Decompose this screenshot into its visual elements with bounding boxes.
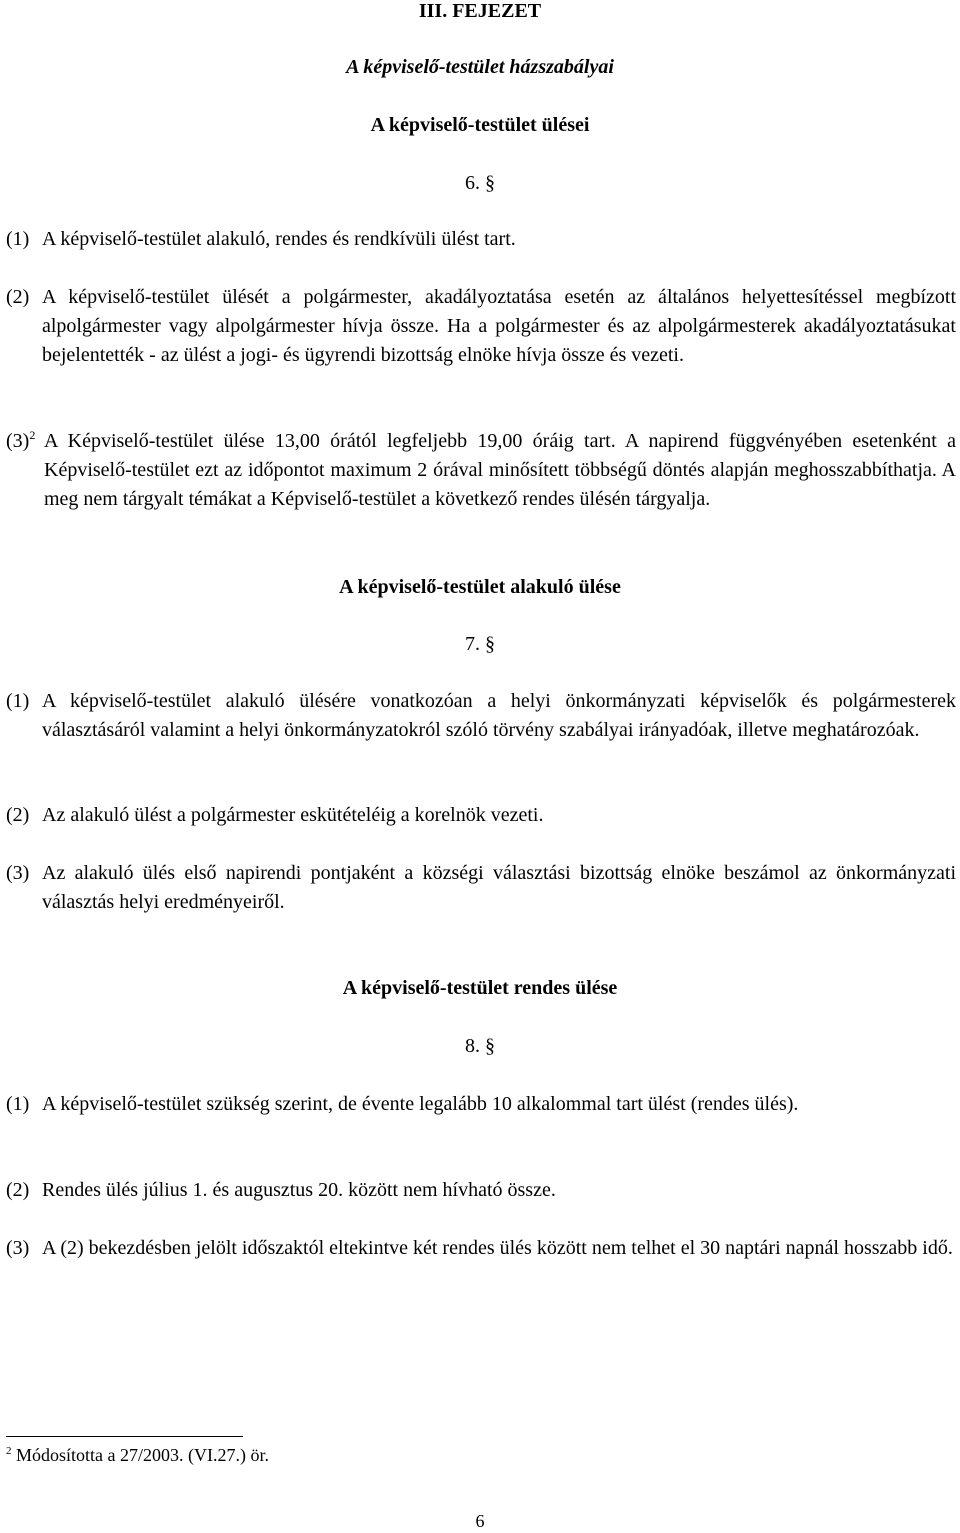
- footnote-ref: 2: [29, 428, 36, 442]
- item-number-value: (3): [6, 430, 30, 452]
- item-text: A képviselő-testület ülését a polgármester, akadályoztatása esetén az általános helyettesítéssel megbízott alpolgármester vagy alpolgármester hívja össze. Ha a polgármester és az alpolgármesterek akadályoztatásukat bejelentették - az ülést a jogi- és ügyrendi bizottság elnöke hívja össze és vezeti.: [42, 286, 956, 366]
- section-sign: §: [485, 633, 495, 655]
- footnote-divider: [6, 1436, 243, 1437]
- paragraph-number: [0, 630, 960, 659]
- page-number: 6: [475, 1511, 485, 1531]
- footnote-text: Módosította a 27/2003. (VI.27.) ör.: [16, 1445, 269, 1465]
- list-item: [6, 1176, 956, 1205]
- list-item: [6, 1234, 956, 1263]
- item-text: Az alakuló ülés első napirendi pontjaként a községi választási bizottság elnöke beszámol az önkormányzati választás helyi eredményeiről.: [42, 862, 956, 913]
- list-item: [6, 427, 956, 514]
- item-text: A képviselő-testület szükség szerint, de évente legalább 10 alkalommal tart ülést (rendes ülés).: [42, 1093, 799, 1115]
- footnote-mark: 2: [6, 1445, 12, 1457]
- item-number: (2): [6, 1179, 30, 1201]
- section-heading: A képviselő-testület rendes ülése: [342, 977, 618, 999]
- item-number: [6, 427, 44, 514]
- section-sign: §: [485, 172, 495, 194]
- item-text: Rendes ülés július 1. és augusztus 20. között nem hívható össze.: [42, 1179, 556, 1201]
- paragraph-number-value: 6.: [465, 172, 480, 194]
- list-item: [6, 859, 956, 917]
- item-text: A képviselő-testület alakuló, rendes és rendkívüli ülést tart.: [42, 228, 516, 250]
- chapter-subtitle: A képviselő-testület házszabályai: [346, 56, 614, 78]
- item-text: A Képviselő-testület ülése 13,00 órától legfeljebb 19,00 óráig tart. A napirend függvényében esetenként a Képviselő-testület ezt az időpontot maximum 2 órával minősített többségű döntés alapján meghosszabbíthatja. A meg nem tárgyalt témákat a Képviselő-testület a következő rendes ülésén tárgyalja.: [44, 430, 956, 510]
- paragraph-number-value: 7.: [465, 633, 480, 655]
- list-item: [6, 283, 956, 370]
- section-heading: A képviselő-testület ülései: [370, 114, 590, 136]
- item-number: (1): [6, 228, 30, 250]
- paragraph-number: [0, 169, 960, 198]
- item-number: (1): [6, 1093, 30, 1115]
- list-item: [6, 1090, 956, 1119]
- section-heading: A képviselő-testület alakuló ülése: [339, 576, 621, 598]
- item-text: Az alakuló ülést a polgármester eskütételéig a korelnök vezeti.: [42, 804, 544, 826]
- footnote: [6, 1443, 269, 1467]
- item-number: (3): [6, 862, 30, 884]
- paragraph-number: [0, 1032, 960, 1061]
- item-number: (2): [6, 804, 30, 826]
- item-text: A (2) bekezdésben jelölt időszaktól eltekintve két rendes ülés között nem telhet el 30 naptári napnál hosszabb idő.: [42, 1237, 953, 1259]
- list-item: [6, 801, 956, 830]
- item-number: (3): [6, 1237, 30, 1259]
- chapter-title: III. FEJEZET: [418, 0, 542, 22]
- item-text: A képviselő-testület alakuló ülésére vonatkozóan a helyi önkormányzati képviselők és polgármesterek választásáról valamint a helyi önkormányzatokról szóló törvény szabályai irányadóak, illetve meghatározóak.: [42, 690, 956, 741]
- paragraph-number-value: 8.: [465, 1035, 480, 1057]
- item-number: (2): [6, 286, 30, 308]
- list-item: [6, 225, 956, 254]
- section-sign: §: [485, 1035, 495, 1057]
- item-number: (1): [6, 690, 30, 712]
- list-item: [6, 687, 956, 745]
